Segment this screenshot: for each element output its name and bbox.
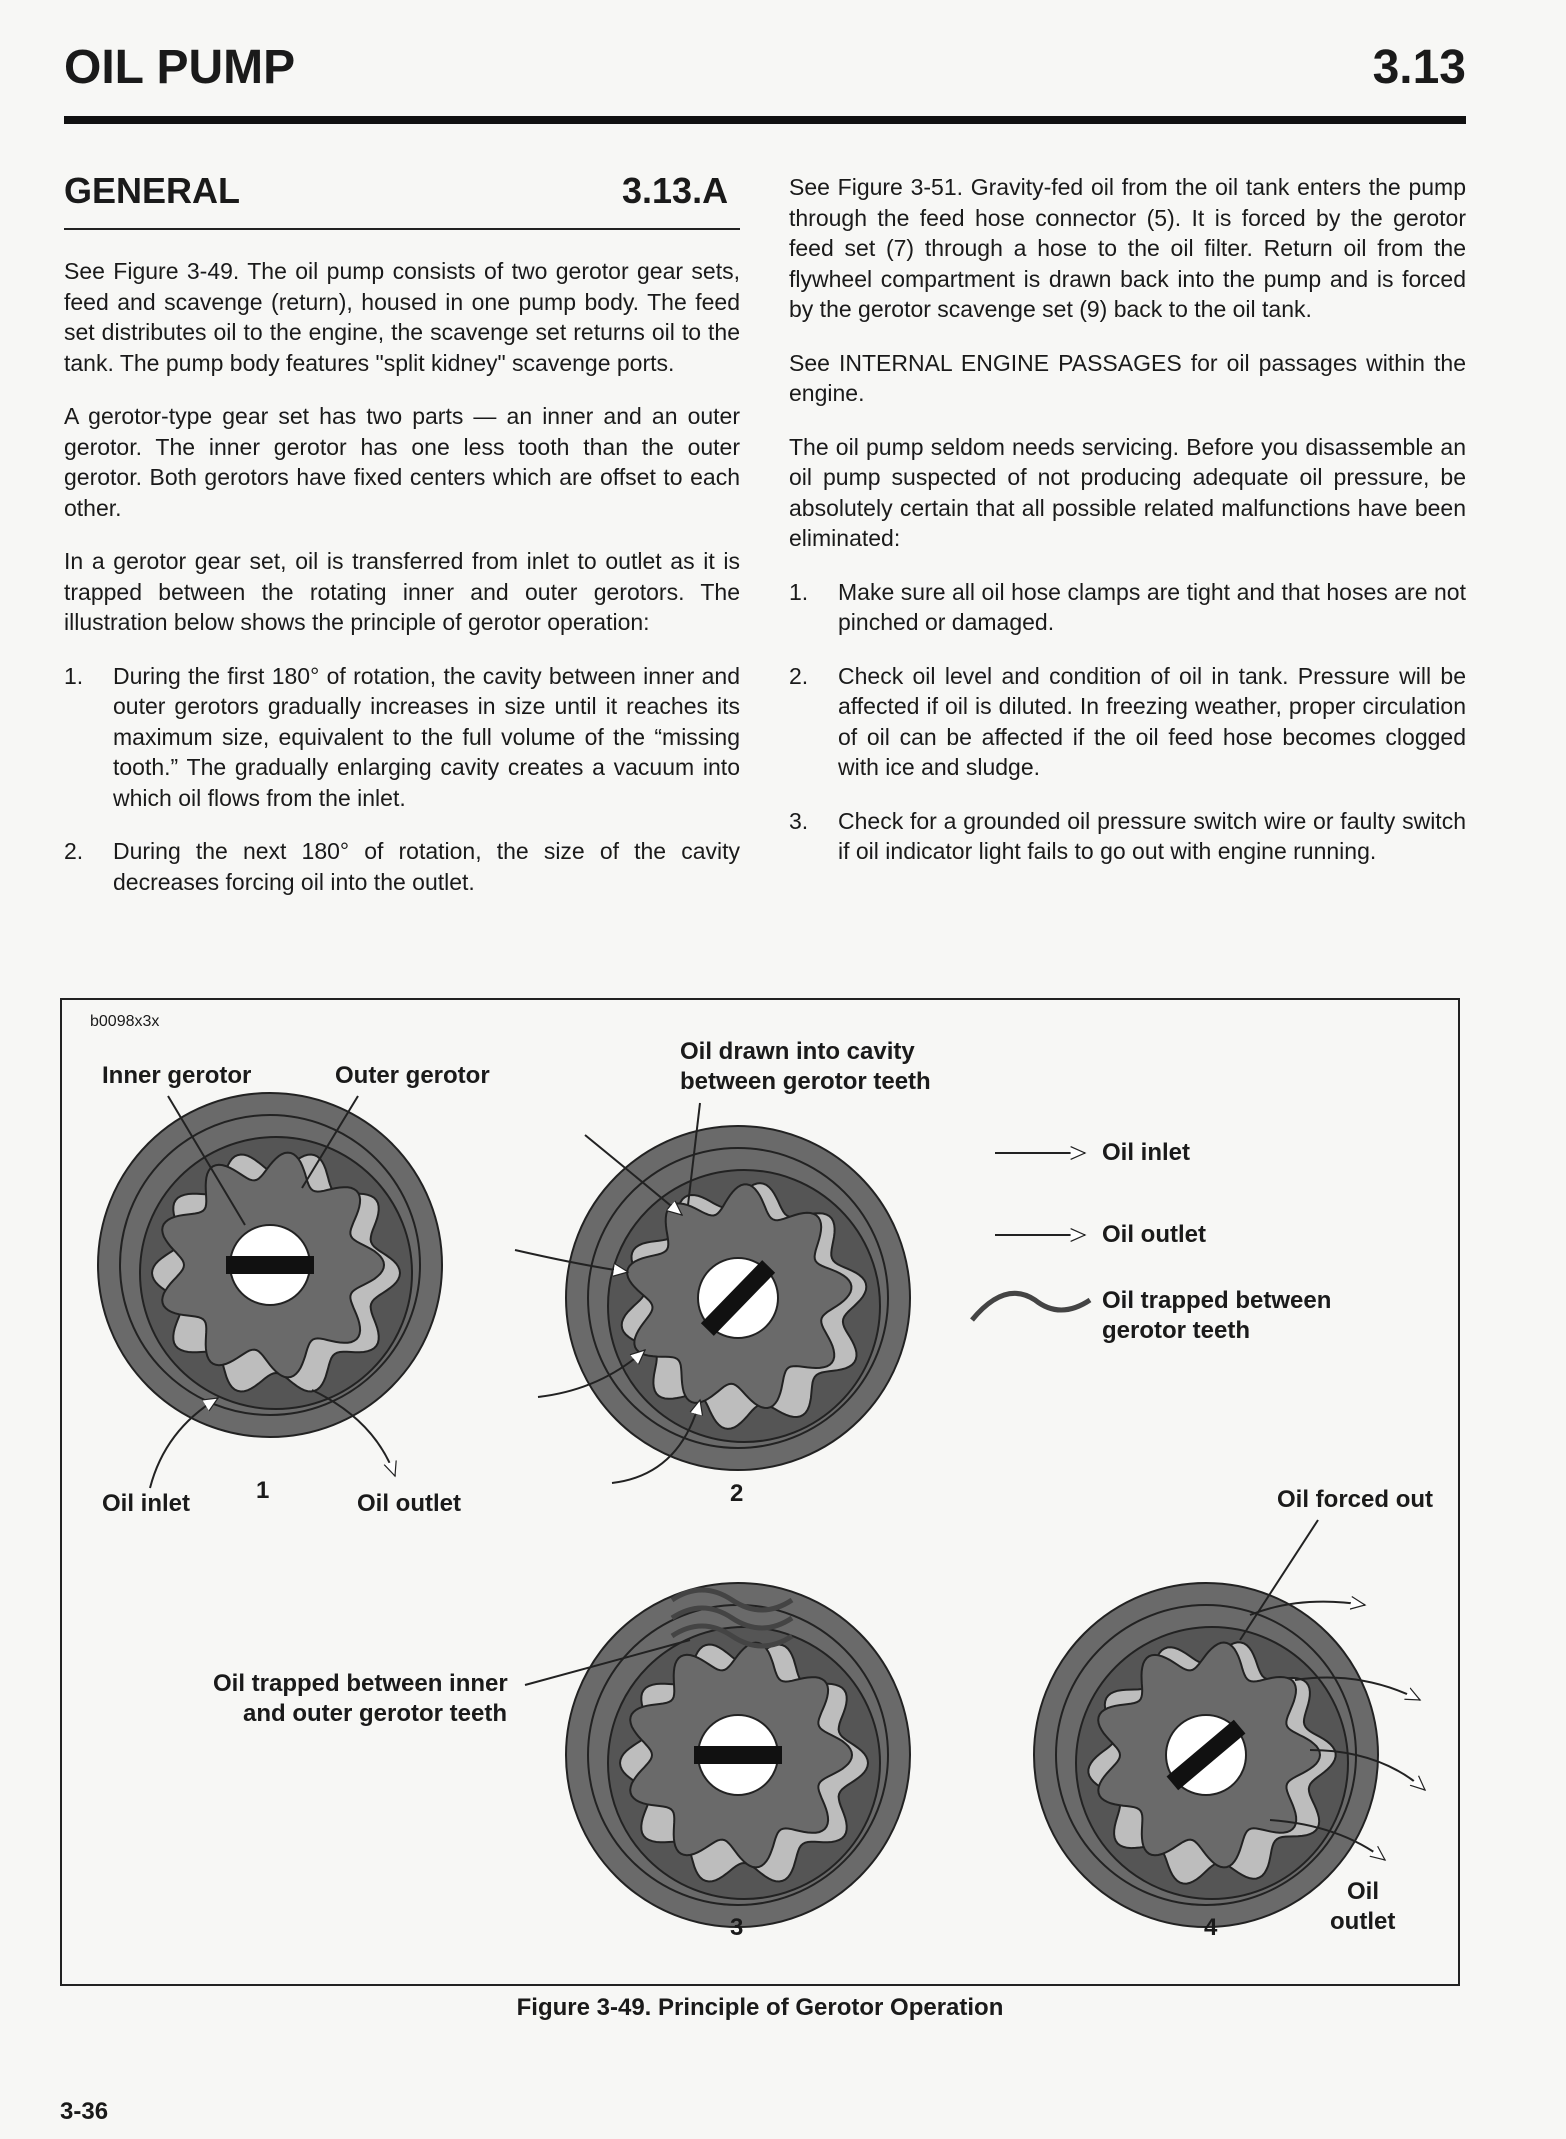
step-number-1: 1 [256, 1477, 270, 1504]
list-number: 3. [789, 807, 809, 834]
figure-code: b0098x3x [90, 1013, 160, 1030]
label-oil-outlet-4-line2: outlet [1330, 1908, 1396, 1935]
label-oil-outlet: Oil outlet [357, 1490, 461, 1517]
list-number: 1. [789, 578, 809, 605]
list-number: 2. [789, 662, 809, 689]
paragraph: In a gerotor gear set, oil is transferred from inlet to outlet as it is trapped between the rotating inner and outer gerotors. The illustration below shows the principle of gerotor operation: [64, 548, 740, 635]
legend-oil-outlet: Oil outlet [1102, 1221, 1206, 1248]
label-oil-outlet-4-line1: Oil [1347, 1878, 1380, 1905]
list-text: During the first 180° of rotation, the cavity between inner and outer gerotors gradually increases in size until it reaches its maximum size, equivalent to the full volume of the “missing tooth.” The gradually enlarging cavity creates a vacuum into which oil flows from the inlet. [113, 662, 740, 811]
legend-oil-trapped-line2: gerotor teeth [1102, 1317, 1251, 1344]
step-number-2: 2 [730, 1480, 744, 1507]
paragraph: See Figure 3-51. Gravity-fed oil from the oil tank enters the pump through the feed hose connector (5). It is forced by the gerotor feed set (7) through a hose to the oil filter. Return oil from the flywheel compartment is drawn back into the pump and is forced by the gerotor scavenge set (9) back to the oil tank. [789, 174, 1466, 322]
list-text: During the next 180° of rotation, the size of the cavity decreases forcing oil into the outlet. [113, 838, 740, 895]
page-title: OIL PUMP [64, 41, 296, 94]
list-text: Make sure all oil hose clamps are tight and that hoses are not pinched or damaged. [838, 578, 1466, 635]
list-number: 2. [64, 838, 84, 864]
list-number: 1. [64, 662, 84, 689]
label-oil-inlet: Oil inlet [102, 1490, 191, 1517]
subsection-number: 3.13.A [622, 170, 729, 211]
paragraph: See INTERNAL ENGINE PASSAGES for oil passages within the engine. [789, 349, 1466, 406]
section-number: 3.13 [1372, 41, 1466, 94]
legend-oil-inlet: Oil inlet [1102, 1139, 1191, 1166]
subsection-title: GENERAL [64, 170, 241, 211]
gerotor-assembly-2 [566, 1126, 910, 1470]
paragraph: See Figure 3-49. The oil pump consists of two gerotor gear sets, feed and scavenge (return), housed in one pump body. The feed set distributes oil to the engine, the scavenge set returns oil to the tank. The pump body features "split kidney" scavenge ports. [64, 258, 740, 376]
label-oil-drawn-line2: between gerotor teeth [680, 1068, 931, 1095]
label-oil-forced-out: Oil forced out [1277, 1486, 1433, 1513]
legend-oil-trapped-line1: Oil trapped between [1102, 1287, 1332, 1314]
gerotor-assembly-1 [98, 1093, 442, 1437]
label-inner-gerotor: Inner gerotor [102, 1062, 252, 1089]
page-number: 3-36 [60, 2098, 109, 2125]
legend-trapped-wave [972, 1293, 1090, 1320]
list-text: Check oil level and condition of oil in tank. Pressure will be affected if oil is diluted. In freezing weather, proper circulation of oil can be affected if the oil feed hose becomes clogged with ice and sludge. [838, 662, 1466, 780]
drive-shaft-key [694, 1746, 782, 1764]
drive-shaft-key [226, 1256, 314, 1274]
paragraph: A gerotor-type gear set has two parts — an inner and an outer gerotor. The inner gerotor has one less tooth than the outer gerotor. Both gerotors have fixed centers which are offset to each other. [64, 403, 740, 521]
paragraph: The oil pump seldom needs servicing. Before you disassemble an oil pump suspected of not producing adequate oil pressure, be absolutely certain that all possible related malfunctions have been eliminated: [789, 433, 1466, 551]
list-text: Check for a grounded oil pressure switch wire or faulty switch if oil indicator light fails to go out with engine running. [838, 807, 1466, 864]
label-outer-gerotor: Outer gerotor [335, 1062, 490, 1089]
figure-caption: Figure 3-49. Principle of Gerotor Operation [516, 1994, 1004, 2021]
step-number-4: 4 [1204, 1914, 1218, 1941]
label-oil-trapped-line2: and outer gerotor teeth [243, 1700, 508, 1727]
gerotor-assembly-4 [1034, 1583, 1378, 1927]
label-oil-trapped-line1: Oil trapped between inner [213, 1670, 508, 1697]
label-oil-drawn-line1: Oil drawn into cavity [680, 1038, 915, 1065]
gerotor-assembly-3 [566, 1583, 910, 1927]
step-number-3: 3 [730, 1914, 744, 1941]
